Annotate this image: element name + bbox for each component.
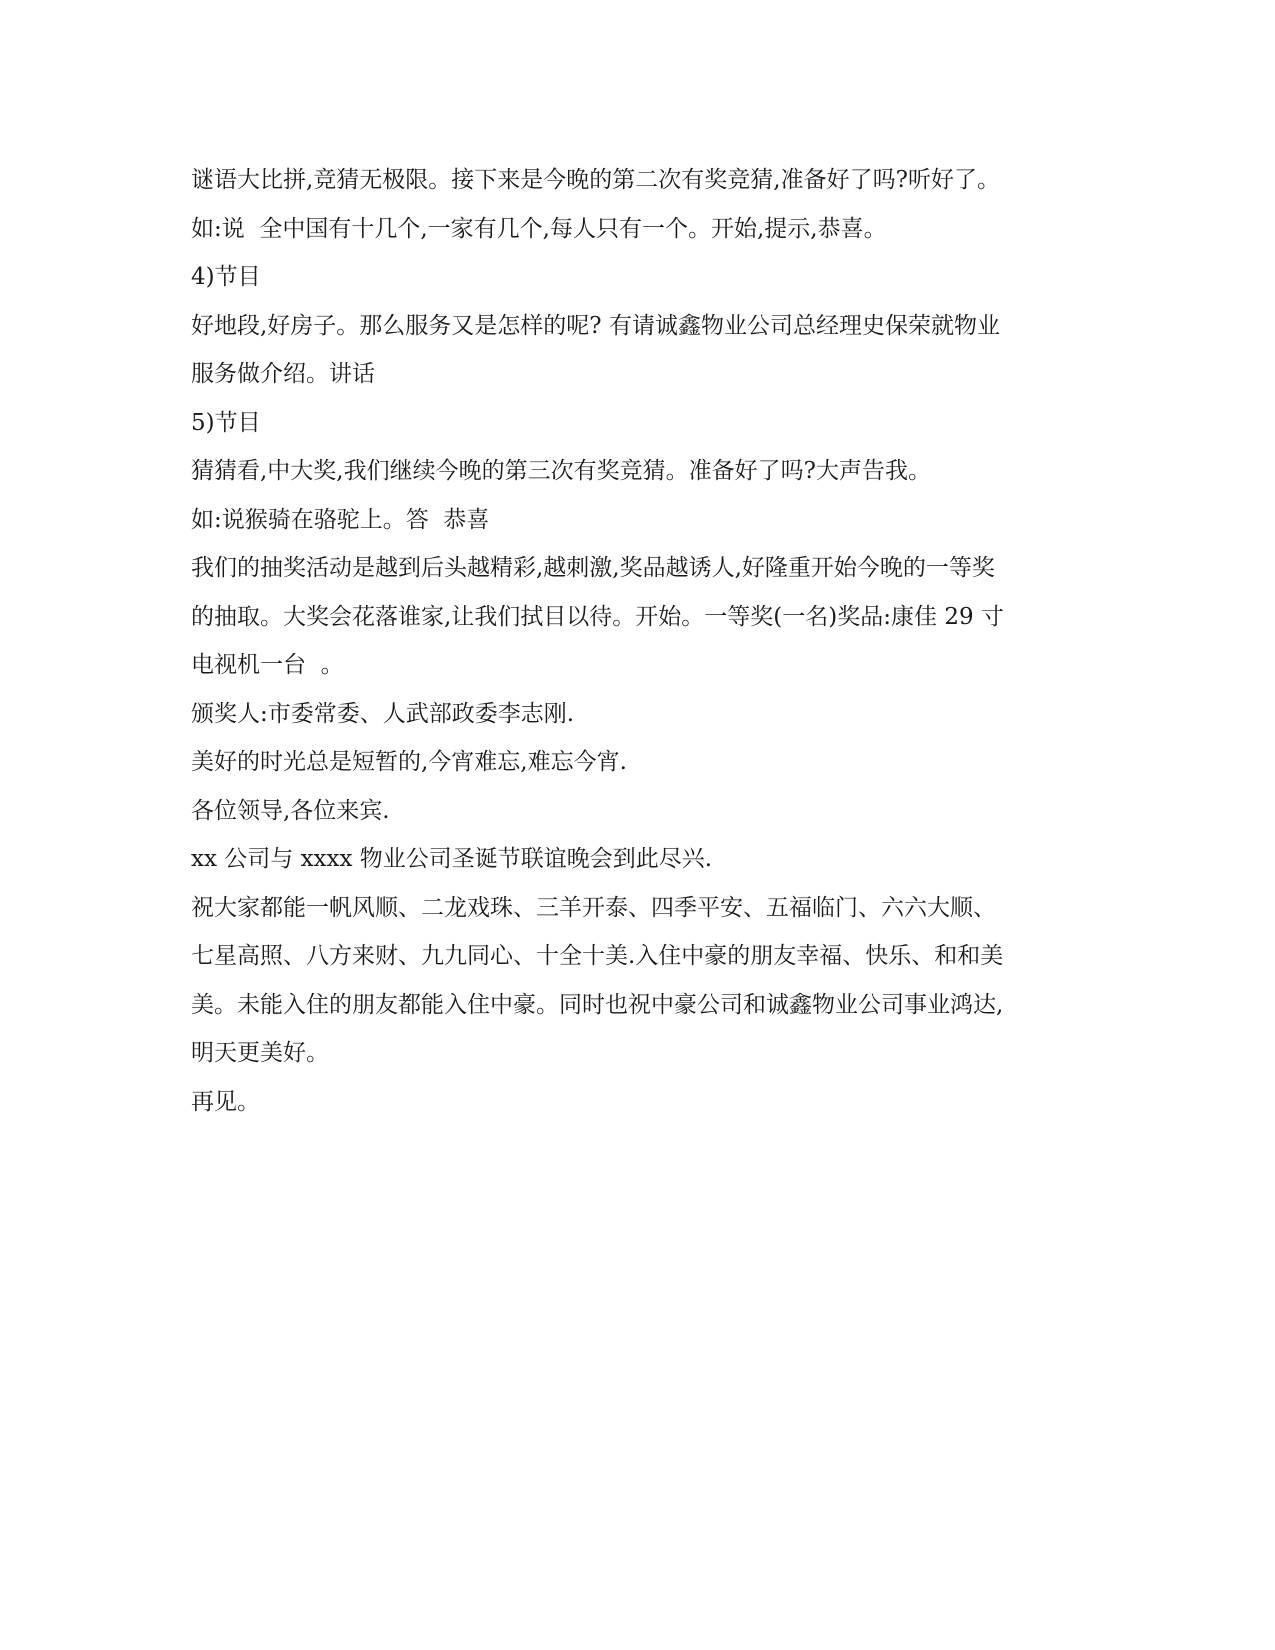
- text-line: 七星高照、八方来财、九九同心、十全十美.入住中豪的朋友幸福、快乐、和和美: [191, 943, 1004, 969]
- text-line: 好地段,好房子。那么服务又是怎样的呢? 有请诚鑫物业公司总经理史保荣就物业: [191, 312, 1000, 339]
- text-line: 颁奖人:市委常委、人武部政委李志刚.: [191, 700, 575, 727]
- text-line: 猜猜看,中大奖,我们继续今晚的第三次有奖竞猜。准备好了吗?大声告我。: [191, 458, 931, 484]
- text-line: 各位领导,各位来宾.: [191, 797, 390, 824]
- text-line: 如:说猴骑在骆驼上。答 恭喜: [191, 506, 490, 533]
- text-line: 祝大家都能一帆风顺、二龙戏珠、三羊开泰、四季平安、五福临门、六六大顺、: [191, 894, 996, 921]
- section-heading: 5)节目: [191, 409, 261, 436]
- text-line: xx 公司与 xxxx 物业公司圣诞节联谊晚会到此尽兴.: [191, 846, 713, 872]
- text-line: 电视机一台 。: [191, 652, 344, 678]
- text-line: 我们的抽奖活动是越到后头越精彩,越刺激,奖品越诱人,好隆重开始今晚的一等奖: [191, 555, 995, 581]
- text-line: 的抽取。大奖会花落谁家,让我们拭目以待。开始。一等奖(一名)奖品:康佳 29 寸: [191, 603, 1004, 630]
- text-line: 明天更美好。: [191, 1040, 329, 1066]
- text-line: 服务做介绍。讲话: [191, 361, 375, 387]
- text-line: 如:说 全中国有十几个,一家有几个,每人只有一个。开始,提示,恭喜。: [191, 215, 887, 242]
- section-heading: 4)节目: [191, 264, 261, 290]
- text-line: 再见。: [191, 1088, 260, 1115]
- document-body: [191, 156, 1091, 1126]
- text-line: 美。未能入住的朋友都能入住中豪。同时也祝中豪公司和诚鑫物业公司事业鸿达,: [191, 991, 1004, 1018]
- text-line: 谜语大比拼,竞猜无极限。接下来是今晚的第二次有奖竞猜,准备好了吗?听好了。: [191, 167, 1000, 193]
- text-line: 美好的时光总是短暂的,今宵难忘,难忘今宵.: [191, 749, 627, 775]
